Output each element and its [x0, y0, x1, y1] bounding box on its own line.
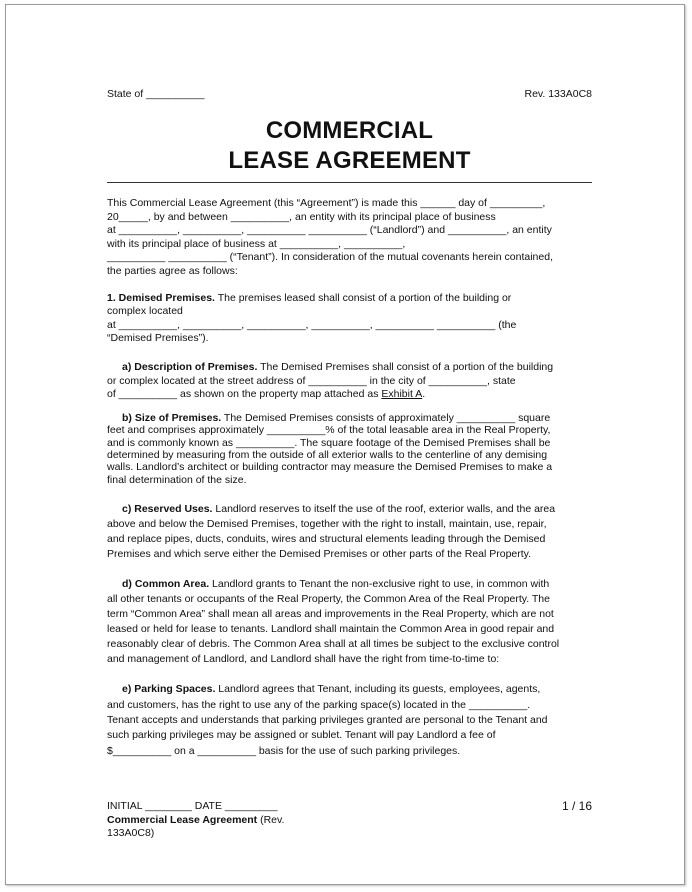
footer-title-rest: (Rev.: [257, 813, 285, 826]
section-line: determined by measuring from the outside of all exterior walls to the centerline of any demising: [107, 448, 548, 461]
subsection-reserved-uses: [107, 502, 592, 562]
section-line: $__________ on a __________ basis for the use of such parking privileges.: [107, 744, 461, 757]
section-line: [107, 577, 592, 592]
section-line: such parking privileges may be assigned or sublet. Tenant will pay Landlord a fee of: [107, 729, 496, 742]
title-line-2: LEASE AGREEMENT: [228, 147, 471, 174]
page-content: [107, 88, 592, 759]
document-title: [107, 116, 592, 176]
section-line: at __________, __________, __________, __________, __________ __________ (the: [107, 318, 517, 331]
section-text: of __________ as shown on the property map attached as: [107, 388, 382, 401]
exhibit-reference: Exhibit A: [381, 388, 423, 401]
section-heading: 1. Demised Premises.: [107, 291, 215, 304]
subsection-heading: d) Common Area.: [122, 578, 210, 591]
document-header: [107, 88, 592, 104]
subsection-heading: e) Parking Spaces.: [122, 683, 216, 696]
document-page: [5, 4, 685, 885]
section-line: Tenant accepts and understands that parking privileges granted are personal to the Tenant and: [107, 713, 548, 726]
section-line: [107, 361, 592, 375]
section-demised-premises: [107, 292, 592, 346]
intro-paragraph: [107, 197, 592, 279]
section-line: reasonably clear of debris. The Common Area shall at all times be subject to the exclusive control: [107, 638, 560, 651]
section-line: [107, 502, 592, 517]
footer-revision: 133A0C8): [107, 827, 155, 840]
subsection-size: [107, 412, 592, 486]
section-line: Premises and which serve either the Demised Premises or other parts of the Real Property.: [107, 548, 532, 561]
revision-label: Rev. 133A0C8: [524, 88, 592, 100]
section-line: and management of Landlord, and Landlord shall have the right from time-to-time to:: [107, 653, 500, 666]
section-line: and replace pipes, ducts, conduits, wires and structural elements leading through the Demised: [107, 533, 546, 546]
intro-line: This Commercial Lease Agreement (this “Agreement”) is made this ______ day of _________,: [107, 197, 546, 209]
intro-line: the parties agree as follows:: [107, 264, 238, 277]
title-line-1: COMMERCIAL: [265, 117, 434, 144]
subsection-heading: b) Size of Premises.: [122, 411, 222, 424]
section-line: and customers, has the right to use any of the parking space(s) located in the __________.: [107, 698, 531, 711]
initial-date-line: INITIAL ________ DATE _________: [107, 800, 278, 812]
section-line: feet and comprises approximately __________% of the total leasable area in the Real Property,: [107, 424, 551, 437]
state-field: State of __________: [107, 88, 205, 100]
footer-title-bold: Commercial Lease Agreement: [107, 813, 258, 826]
section-text: Landlord reserves to itself the use of the roof, exterior walls, and the area: [212, 503, 556, 516]
section-line: all other tenants or occupants of the Real Property, the Common Area of the Real Property. The: [107, 593, 550, 606]
footer-doc-title: [107, 814, 592, 828]
section-line: walls. Landlord’s architect or building contractor may measure the Demised Premises to make a: [107, 461, 553, 474]
title-divider: [107, 182, 592, 183]
section-text: Landlord grants to Tenant the non-exclusive right to use, in common with: [209, 578, 550, 591]
section-line: “Demised Premises”).: [107, 332, 209, 345]
subsection-parking: [107, 682, 592, 759]
section-text: The premises leased shall consist of a portion of the building or: [214, 291, 512, 304]
section-text: Landlord agrees that Tenant, including its guests, employees, agents,: [215, 683, 541, 696]
intro-line: with its principal place of business at __________, __________,: [107, 237, 406, 250]
section-line: or complex located at the street address of __________ in the city of __________, state: [107, 374, 516, 387]
section-text: The Demised Premises shall consist of a portion of the building: [257, 360, 554, 373]
section-line: complex located: [107, 305, 183, 318]
section-line: [107, 388, 592, 402]
subsection-heading: a) Description of Premises.: [122, 360, 258, 373]
section-line: final determination of the size.: [107, 473, 247, 486]
section-line: term “Common Area” shall mean all areas and improvements in the Real Property, which are not: [107, 608, 554, 621]
subsection-common-area: [107, 577, 592, 667]
intro-line: 20_____, by and between __________, an entity with its principal place of business: [107, 210, 496, 223]
section-line: and is commonly known as __________. The square footage of the Demised Premises shall be: [107, 436, 551, 449]
subsection-heading: c) Reserved Uses.: [122, 503, 213, 516]
intro-line: __________ __________ (“Tenant”). In consideration of the mutual covenants herein contained,: [107, 251, 553, 264]
section-text: The Demised Premises consists of approximately __________ square: [221, 411, 551, 424]
page-number: 1 / 16: [561, 799, 592, 813]
document-footer: [107, 800, 592, 841]
section-text: .: [422, 388, 426, 401]
section-line: above and below the Demised Premises, together with the right to install, maintain, use, repair,: [107, 518, 547, 531]
section-line: [107, 292, 592, 306]
intro-line: at __________, __________, __________ __________ (“Landlord”) and __________, an entity: [107, 224, 552, 237]
section-line: [107, 412, 592, 424]
section-line: [107, 682, 592, 697]
section-line: leased or held for lease to tenants. Landlord shall maintain the Common Area in good repair and: [107, 623, 555, 636]
subsection-description: [107, 361, 592, 402]
